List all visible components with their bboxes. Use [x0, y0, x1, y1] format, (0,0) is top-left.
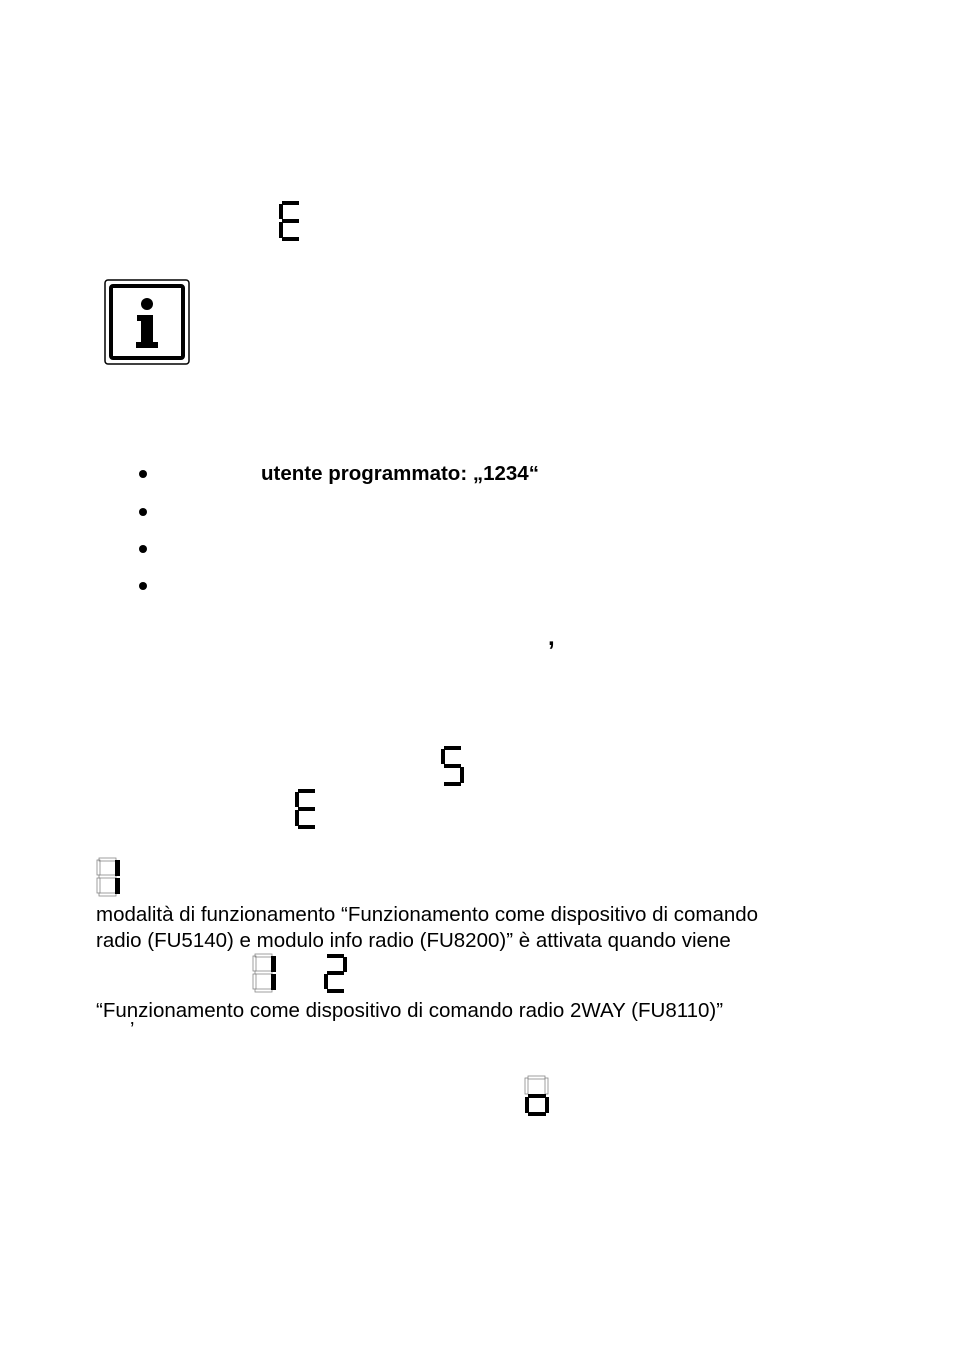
- display-digit-one-left: [96, 857, 123, 897]
- display-digit-zero: [524, 1075, 551, 1117]
- display-digit-s: [440, 745, 465, 787]
- display-digit-one-row: [252, 953, 279, 993]
- apostrophe-mark: ’: [130, 1019, 135, 1041]
- list-bullet: [139, 545, 147, 553]
- info-icon: [104, 279, 190, 370]
- display-digit-e-mid: [294, 788, 318, 830]
- list-bullet: [139, 508, 147, 516]
- display-digit-e-top: [278, 200, 302, 242]
- paragraph-line: “Funzionamento come dispositivo di comando radio 2WAY (FU8110)”: [96, 999, 724, 1022]
- paragraph-line: modalità di funzionamento “Funzionamento come dispositivo di comando: [96, 903, 759, 926]
- comma-mark: ,: [548, 624, 555, 651]
- list-bullet: [139, 582, 147, 590]
- list-bullet: [139, 470, 147, 478]
- paragraph-line: radio (FU5140) e modulo info radio (FU8200)” è attivata quando viene: [96, 929, 731, 952]
- display-digit-two-row: [323, 953, 349, 994]
- list-item-user-code: utente programmato: „1234“: [261, 462, 539, 485]
